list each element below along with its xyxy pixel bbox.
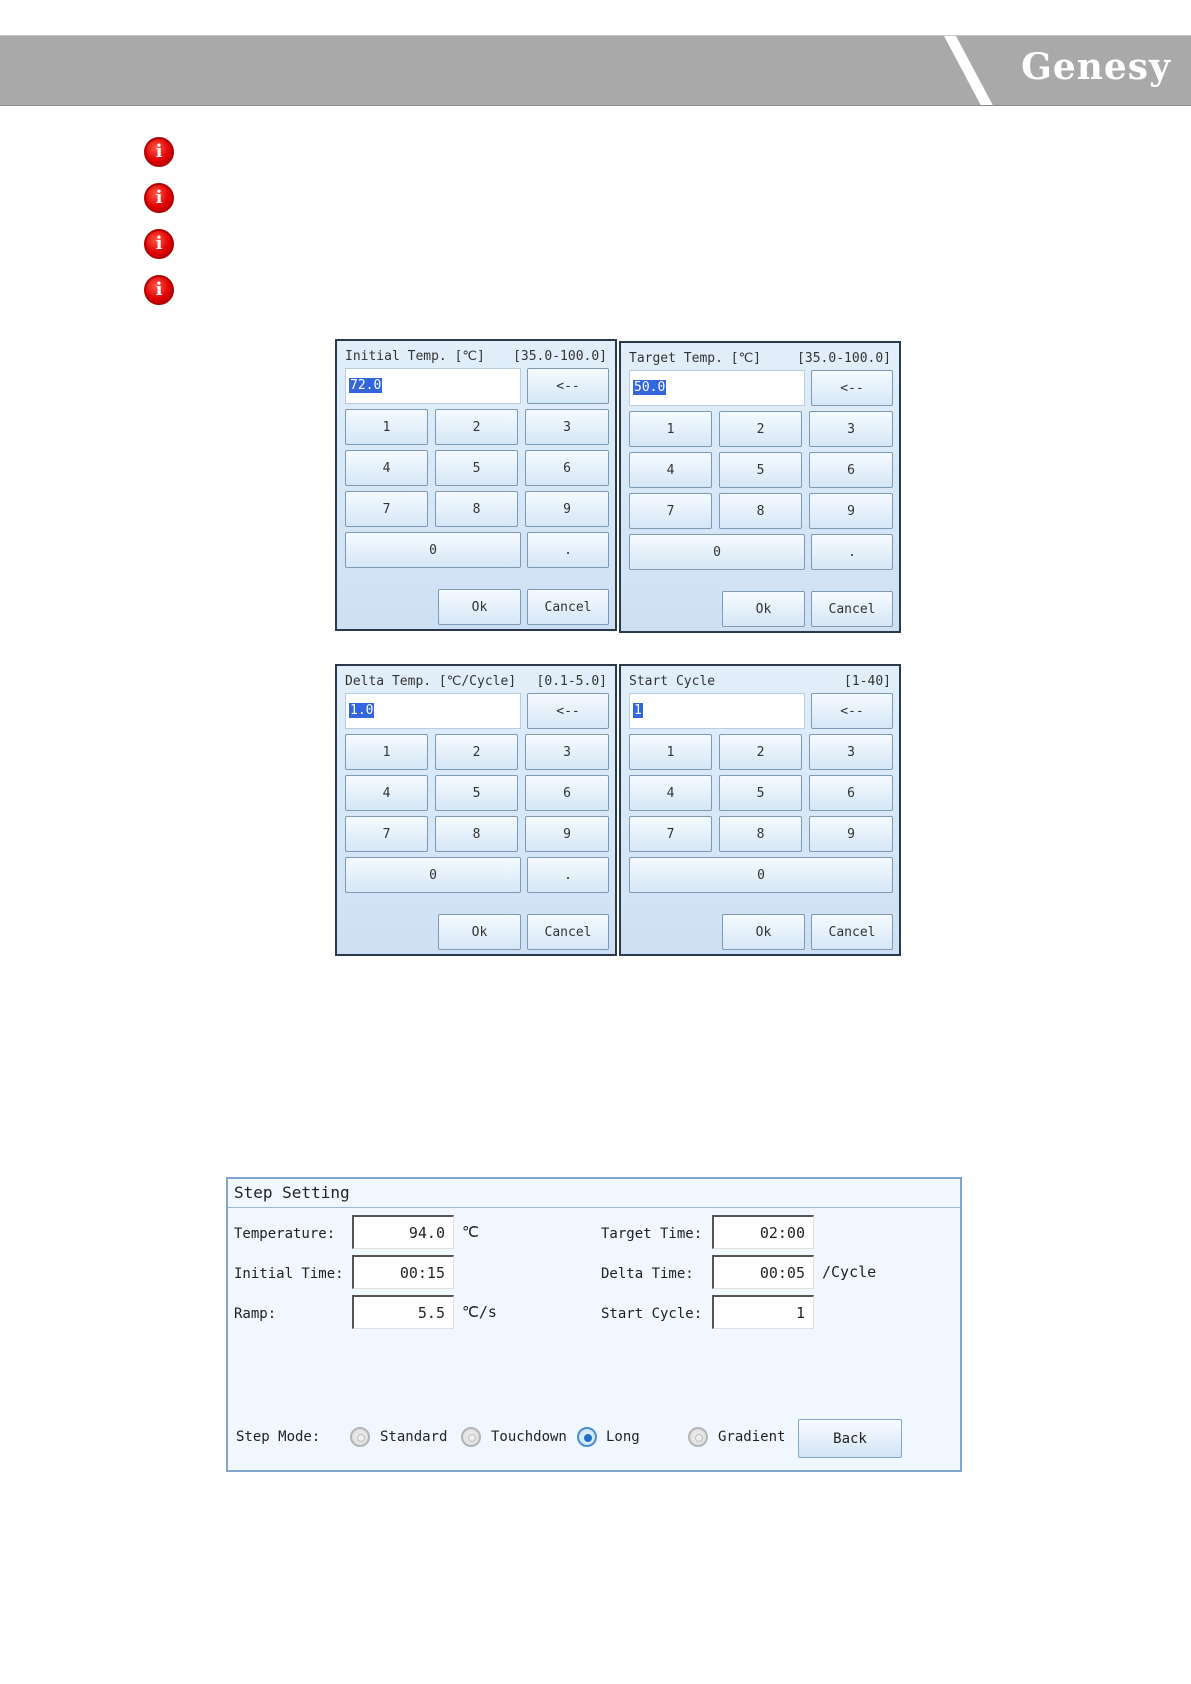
keypad-value-input[interactable] bbox=[345, 693, 521, 729]
touchdown-label[interactable]: Touchdown bbox=[491, 1429, 567, 1445]
banner-divider bbox=[944, 36, 993, 105]
cancel-button[interactable]: Cancel bbox=[527, 589, 609, 625]
ok-button[interactable]: Ok bbox=[438, 914, 521, 950]
backspace-button[interactable]: <-- bbox=[527, 368, 609, 404]
gradient-label[interactable]: Gradient bbox=[718, 1429, 786, 1445]
key-1-button[interactable]: 1 bbox=[345, 409, 428, 445]
key-9-button[interactable]: 9 bbox=[809, 816, 893, 852]
info-icon: i bbox=[144, 229, 174, 259]
key-4-button[interactable]: 4 bbox=[345, 775, 428, 811]
step-setting-panel bbox=[226, 1177, 962, 1472]
gradient-radio[interactable] bbox=[688, 1427, 708, 1447]
key-9-button[interactable]: 9 bbox=[525, 816, 609, 852]
title-divider bbox=[228, 1207, 960, 1208]
key-4-button[interactable]: 4 bbox=[629, 452, 712, 488]
key-8-button[interactable]: 8 bbox=[719, 816, 802, 852]
key-5-button[interactable]: 5 bbox=[719, 452, 802, 488]
temperature-label: Temperature: bbox=[234, 1226, 336, 1242]
target-temp-keypad bbox=[619, 341, 901, 633]
backspace-button[interactable]: <-- bbox=[527, 693, 609, 729]
key-3-button[interactable]: 3 bbox=[809, 411, 893, 447]
key-7-button[interactable]: 7 bbox=[345, 816, 428, 852]
key-5-button[interactable]: 5 bbox=[719, 775, 802, 811]
ramp-field[interactable]: 5.5 bbox=[352, 1295, 454, 1329]
key-7-button[interactable]: 7 bbox=[345, 491, 428, 527]
key-dot-button[interactable]: . bbox=[527, 857, 609, 893]
backspace-button[interactable]: <-- bbox=[811, 693, 893, 729]
standard-radio[interactable] bbox=[350, 1427, 370, 1447]
keypad-value: 50.0 bbox=[634, 380, 666, 395]
key-2-button[interactable]: 2 bbox=[719, 411, 802, 447]
keypad-range: [1-40] bbox=[844, 674, 891, 689]
key-4-button[interactable]: 4 bbox=[345, 450, 428, 486]
long-radio[interactable] bbox=[577, 1427, 597, 1447]
keypad-range: [35.0-100.0] bbox=[797, 351, 891, 366]
key-dot-button[interactable]: . bbox=[811, 534, 893, 570]
delta-time-field[interactable]: 00:05 bbox=[712, 1255, 814, 1289]
keypad-title: Delta Temp. [℃/Cycle] bbox=[345, 674, 517, 689]
key-6-button[interactable]: 6 bbox=[809, 452, 893, 488]
initial-time-label: Initial Time: bbox=[234, 1266, 344, 1282]
ok-button[interactable]: Ok bbox=[722, 914, 805, 950]
key-9-button[interactable]: 9 bbox=[525, 491, 609, 527]
key-8-button[interactable]: 8 bbox=[719, 493, 802, 529]
key-6-button[interactable]: 6 bbox=[525, 775, 609, 811]
panel-title: Step Setting bbox=[234, 1183, 350, 1202]
key-0-button[interactable]: 0 bbox=[345, 532, 521, 568]
cancel-button[interactable]: Cancel bbox=[811, 914, 893, 950]
info-icon: i bbox=[144, 275, 174, 305]
key-1-button[interactable]: 1 bbox=[629, 734, 712, 770]
initial-time-field[interactable]: 00:15 bbox=[352, 1255, 454, 1289]
keypad-title: Start Cycle bbox=[629, 674, 716, 689]
keypad-value: 72.0 bbox=[350, 378, 382, 393]
brand-logo: Genesy bbox=[1021, 46, 1171, 88]
key-2-button[interactable]: 2 bbox=[435, 734, 518, 770]
key-0-button[interactable]: 0 bbox=[629, 534, 805, 570]
keypad-title: Target Temp. [℃] bbox=[629, 351, 761, 366]
start-cycle-keypad bbox=[619, 664, 901, 956]
key-7-button[interactable]: 7 bbox=[629, 816, 712, 852]
backspace-button[interactable]: <-- bbox=[811, 370, 893, 406]
key-5-button[interactable]: 5 bbox=[435, 450, 518, 486]
key-6-button[interactable]: 6 bbox=[809, 775, 893, 811]
ramp-label: Ramp: bbox=[234, 1306, 277, 1322]
start-cycle-field[interactable]: 1 bbox=[712, 1295, 814, 1329]
key-8-button[interactable]: 8 bbox=[435, 816, 518, 852]
keypad-title: Initial Temp. [℃] bbox=[345, 349, 485, 364]
key-3-button[interactable]: 3 bbox=[525, 409, 609, 445]
long-label[interactable]: Long bbox=[606, 1429, 640, 1445]
key-dot-button[interactable]: . bbox=[527, 532, 609, 568]
key-1-button[interactable]: 1 bbox=[345, 734, 428, 770]
ramp-unit: ℃/s bbox=[462, 1303, 497, 1321]
standard-label[interactable]: Standard bbox=[380, 1429, 448, 1445]
key-6-button[interactable]: 6 bbox=[525, 450, 609, 486]
ok-button[interactable]: Ok bbox=[722, 591, 805, 627]
back-button[interactable]: Back bbox=[798, 1419, 902, 1458]
key-5-button[interactable]: 5 bbox=[435, 775, 518, 811]
info-icon: i bbox=[144, 137, 174, 167]
temperature-field[interactable]: 94.0 bbox=[352, 1215, 454, 1249]
key-0-button[interactable]: 0 bbox=[345, 857, 521, 893]
delta-temp-keypad bbox=[335, 664, 617, 956]
cancel-button[interactable]: Cancel bbox=[527, 914, 609, 950]
info-icon: i bbox=[144, 183, 174, 213]
key-2-button[interactable]: 2 bbox=[435, 409, 518, 445]
keypad-value-input[interactable] bbox=[345, 368, 521, 404]
keypad-value-input[interactable] bbox=[629, 693, 805, 729]
delta-time-label: Delta Time: bbox=[601, 1266, 694, 1282]
cancel-button[interactable]: Cancel bbox=[811, 591, 893, 627]
keypad-value: 1 bbox=[634, 703, 642, 718]
keypad-value-input[interactable] bbox=[629, 370, 805, 406]
keypad-value: 1.0 bbox=[350, 703, 374, 718]
key-4-button[interactable]: 4 bbox=[629, 775, 712, 811]
target-time-label: Target Time: bbox=[601, 1226, 703, 1242]
initial-temp-keypad bbox=[335, 339, 617, 631]
step-mode-label: Step Mode: bbox=[236, 1429, 321, 1445]
keypad-range: [0.1-5.0] bbox=[536, 674, 607, 689]
keypad-range: [35.0-100.0] bbox=[513, 349, 607, 364]
ok-button[interactable]: Ok bbox=[438, 589, 521, 625]
key-9-button[interactable]: 9 bbox=[809, 493, 893, 529]
key-1-button[interactable]: 1 bbox=[629, 411, 712, 447]
touchdown-radio[interactable] bbox=[461, 1427, 481, 1447]
delta-time-unit: /Cycle bbox=[822, 1263, 877, 1281]
key-2-button[interactable]: 2 bbox=[719, 734, 802, 770]
key-7-button[interactable]: 7 bbox=[629, 493, 712, 529]
key-3-button[interactable]: 3 bbox=[809, 734, 893, 770]
start-cycle-label: Start Cycle: bbox=[601, 1306, 703, 1322]
target-time-field[interactable]: 02:00 bbox=[712, 1215, 814, 1249]
temperature-unit: ℃ bbox=[462, 1223, 479, 1241]
header-banner bbox=[0, 35, 1191, 106]
key-0-button[interactable]: 0 bbox=[629, 857, 893, 893]
key-8-button[interactable]: 8 bbox=[435, 491, 518, 527]
key-3-button[interactable]: 3 bbox=[525, 734, 609, 770]
